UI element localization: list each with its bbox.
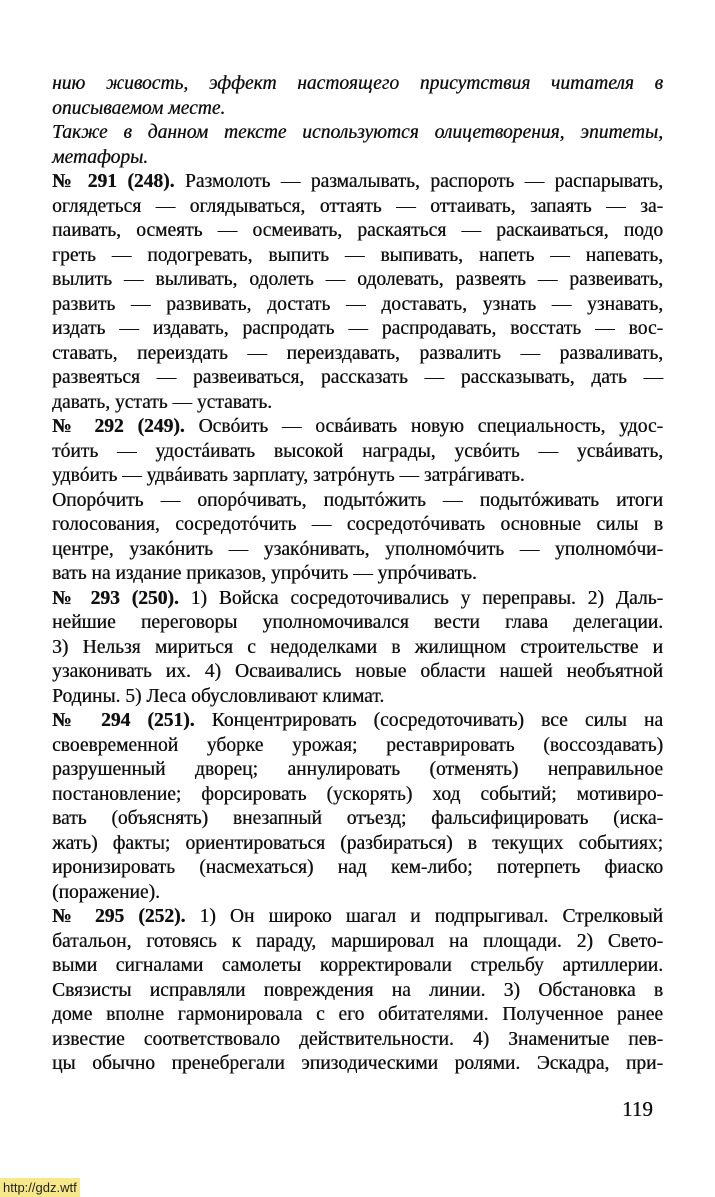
line-text: вылить — выливать, одолеть — одолевать, развеять — развеивать,: [52, 269, 663, 290]
exercise-number: № 293 (250).: [52, 587, 179, 609]
line-text: давать, устать — уставать.: [52, 391, 273, 413]
text-line: [52, 1052, 663, 1077]
line-text: узаконивать их. 4) Осваивались новые области нашей необъятной: [52, 661, 663, 682]
line-text: 1) Войска сосредоточивались у переправы. 2) Даль-: [178, 587, 663, 609]
line-text: тóить — удостáивать высокой награды, усвóить — усвáивать,: [52, 440, 663, 462]
line-text: вать (объяснять) внезапный отъезд; фальсифицировать (иска-: [52, 808, 663, 829]
line-text: иронизировать (насмехаться) над кем-либо; потерпеть фиаско: [52, 857, 663, 878]
line-text: паивать, осмеять — осмеивать, раскаяться — раскаиваться, подо: [52, 220, 663, 241]
exercise-number: № 294 (251).: [52, 710, 195, 731]
line-text: разрушенный дворец; аннулировать (отменять) неправильное: [52, 759, 663, 780]
text-line: [52, 219, 663, 244]
text-line: [52, 758, 663, 783]
text-line: [52, 342, 663, 367]
line-text: ставать, переиздать — переиздавать, развалить — разваливать,: [52, 342, 663, 364]
text-line: [52, 415, 663, 440]
text-line: [52, 979, 663, 1004]
line-text: развеяться — развеиваться, рассказать — рассказывать, дать —: [52, 367, 663, 388]
text-line: [52, 930, 663, 955]
text-line: [52, 121, 663, 146]
text-line: [52, 783, 663, 808]
line-text: известие соответствовало действительности. 4) Знаменитые пев-: [52, 1028, 663, 1050]
text-line: [52, 72, 663, 97]
text-line: [52, 685, 663, 710]
text-line: [52, 807, 663, 832]
line-text: жать) факты; ориентироваться (разбираться) в текущих событиях;: [52, 832, 663, 854]
line-text: Размолоть — размалывать, распороть — распарывать,: [174, 171, 663, 192]
line-text: развить — развивать, достать — доставать, узнать — узнавать,: [52, 293, 663, 315]
text-line: [52, 611, 663, 636]
line-text: цы обычно пренебрегали эпизодическими ролями. Эскадра, при-: [52, 1053, 663, 1074]
text-line: [52, 1028, 663, 1053]
text-line: [52, 709, 663, 734]
text-line: [52, 366, 663, 391]
text-line: [52, 146, 663, 171]
line-text: своевременной уборке урожая; реставрировать (воссоздавать): [52, 734, 663, 756]
line-text: метафоры.: [52, 146, 149, 168]
line-text: Концентрировать (сосредоточивать) все силы на: [194, 710, 663, 731]
text-line: [52, 881, 663, 906]
line-text: Опорóчить — опорóчивать, подытóжить — подытóживать итоги: [52, 489, 663, 511]
line-text: Также в данном тексте используются олицетворения, эпитеты,: [52, 122, 663, 143]
watermark-link[interactable]: http://gdz.wtf: [0, 1178, 80, 1197]
text-line: [52, 856, 663, 881]
line-text: оглядеться — оглядываться, оттаять — оттаивать, запаять — за-: [52, 195, 663, 217]
line-text: Родины. 5) Леса обусловливают климат.: [52, 685, 385, 707]
text-line: [52, 293, 663, 318]
text-line: [52, 489, 663, 514]
text-line: [52, 170, 663, 195]
line-text: описываемом месте.: [52, 97, 226, 119]
text-line: [52, 268, 663, 293]
line-text: нию живость, эффект настоящего присутствия читателя в: [52, 73, 663, 94]
line-text: голосования, сосредотóчить — сосредотóчивать основные силы в: [52, 514, 663, 535]
text-line: [52, 513, 663, 538]
document-page-text: [52, 72, 663, 1077]
line-text: нейшие переговоры уполномочивался вести глава делегации.: [52, 612, 663, 633]
text-line: [52, 562, 663, 587]
line-text: Освóить — освáивать новую специальность, удос-: [184, 416, 663, 437]
line-text: греть — подогревать, выпить — выпивать, напеть — напевать,: [52, 244, 663, 266]
text-line: [52, 244, 663, 269]
line-text: 3) Нельзя мириться с недоделками в жилищном строительстве и: [52, 636, 663, 658]
text-line: [52, 832, 663, 857]
text-line: [52, 538, 663, 563]
line-text: 1) Он широко шагал и подпрыгивал. Стрелковый: [185, 906, 663, 927]
text-line: [52, 1003, 663, 1028]
line-text: вать на издание приказов, упрóчить — упрóчивать.: [52, 563, 477, 584]
exercise-number: № 295 (252).: [52, 906, 186, 927]
line-text: Связисты исправляли повреждения на линии. 3) Обстановка в: [52, 979, 663, 1001]
line-text: батальон, готовясь к параду, маршировал на площади. 2) Свето-: [52, 930, 663, 952]
line-text: выми сигналами самолеты корректировали стрельбу артиллерии.: [52, 955, 663, 976]
text-line: [52, 464, 663, 489]
text-line: [52, 97, 663, 122]
text-line: [52, 660, 663, 685]
line-text: постановление; форсировать (ускорять) ход событий; мотивиро-: [52, 783, 663, 805]
line-text: удвóить — удвáивать зарплату, затрóнуть — затрáгивать.: [52, 465, 525, 486]
exercise-number: № 291 (248).: [52, 171, 175, 192]
text-line: [52, 391, 663, 416]
text-line: [52, 734, 663, 759]
text-line: [52, 317, 663, 342]
text-line: [52, 587, 663, 612]
text-line: [52, 195, 663, 220]
text-line: [52, 440, 663, 465]
line-text: центре, узакóнить — узакóнивать, уполномóчить — уполномóчи-: [52, 538, 663, 560]
page-number: 119: [622, 1097, 653, 1121]
line-text: доме вполне гармонировала с его обитателями. Полученное ранее: [52, 1004, 663, 1025]
line-text: (поражение).: [52, 881, 160, 903]
text-line: [52, 636, 663, 661]
text-line: [52, 954, 663, 979]
text-line: [52, 905, 663, 930]
line-text: издать — издавать, распродать — распродавать, восстать — вос-: [52, 318, 663, 339]
exercise-number: № 292 (249).: [52, 416, 185, 437]
